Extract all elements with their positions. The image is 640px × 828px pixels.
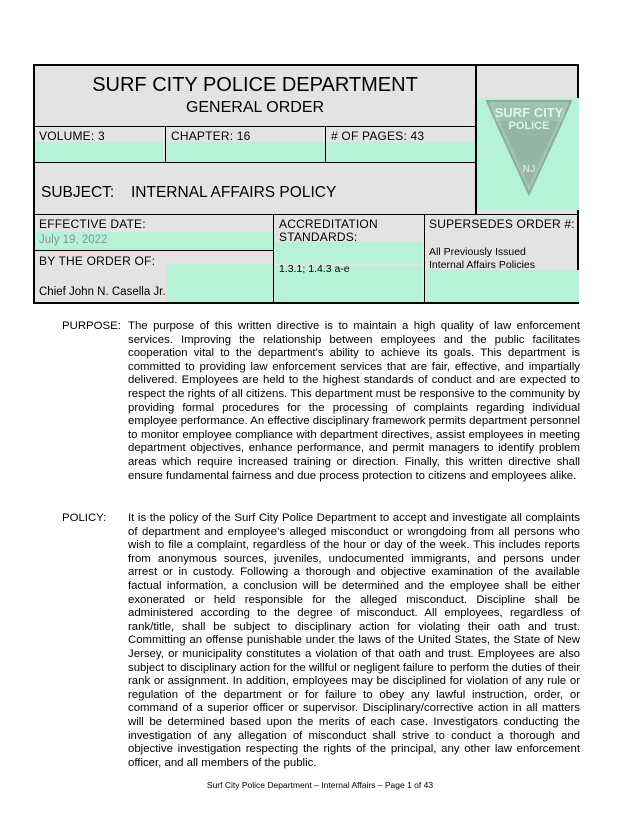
supersedes-label: SUPERSEDES ORDER #: bbox=[429, 217, 575, 231]
purpose-label: PURPOSE: bbox=[62, 320, 121, 332]
department-title: SURF CITY POLICE DEPARTMENT bbox=[92, 74, 418, 96]
volume-field bbox=[35, 142, 163, 162]
chapter-label: CHAPTER: 16 bbox=[171, 129, 251, 143]
accreditation-field bbox=[275, 242, 423, 264]
pages-label: # OF PAGES: 43 bbox=[331, 129, 425, 143]
accreditation-label-2: STANDARDS: bbox=[279, 230, 358, 244]
document-type: GENERAL ORDER bbox=[185, 99, 325, 116]
header-table bbox=[33, 64, 579, 304]
accreditation-value: 1.3.1; 1.4.3 a-e bbox=[279, 263, 350, 275]
chief-name: Chief John N. Casella Jr. bbox=[39, 286, 166, 298]
effective-date-label: EFFECTIVE DATE: bbox=[39, 217, 146, 231]
pages-field bbox=[327, 142, 475, 162]
effective-date-value: July 19, 2022 bbox=[39, 234, 108, 246]
policy-text: It is the policy of the Surf City Police Department to accept and investigate all complaints of department and employee’s alleged misconduct or wrongdoing from all persons who wish to file a complaint, regardless of the hour or day of the week. This includes reports from anonymous sources, juveniles, undocumented immigrants, and persons under arrest or in custody. Following a thorough and objective examination of the available factual information, a conclusion will be determined and the employee shall be either exonerated or held responsible for the alleged misconduct. Discipline shall be administered according to the degree of misconduct. All employees, regardless of rank/title, shall be subject to disciplinary action for violating their oath and trust. Committing an offense punishable under the laws of the United States, the State of New Jersey, or municipality constitutes a violation of that oath and trust. Employees are also subject to disciplinary action for the willful or negligent failure to perform the duties of their rank or assignment. In addition, employees may be disciplined for violation of any rule or regulation of the department or for failure to obey any lawful instruction, order, or command of a superior officer or supervisor. Disciplinary/corrective action in all matters will be determined based upon the merits of each case. Investigators conducting the investigation of any allegation of misconduct shall strive to conduct a thorough and objective investigation respecting the rights of the principal, any other law enforcement officer, and all members of the public. bbox=[128, 512, 580, 769]
supersedes-field bbox=[427, 270, 579, 302]
by-order-label: BY THE ORDER OF: bbox=[39, 254, 156, 268]
chapter-field bbox=[167, 142, 325, 162]
page-footer: Surf City Police Department – Internal Affairs – Page 1 of 43 bbox=[206, 780, 434, 790]
supersedes-value-2: Internal Affairs Policies bbox=[429, 259, 536, 271]
purpose-text: The purpose of this written directive is to maintain a high quality of law enforcement services. Improving the relationship between employees and the public facilitates cooperation vital to the department's ability to achieve its goals. This department is committed to providing law enforcement services that are fair, effective, and impartially delivered. Employees are held to the highest standards of conduct and are expected to respect the rights of all citizens. This department must be responsive to the community by providing formal procedures for the processing of complaints regarding individual employee performance. An effective disciplinary framework permits department personnel to monitor employee compliance with department directives, assist employees in meeting department objectives, enhance performance, and permit managers to identify problem areas which require increased training or direction. Finally, this written directive shall ensure fundamental fairness and due process protection to citizens and employees alike. bbox=[128, 320, 580, 482]
accreditation-label: ACCREDITATION bbox=[279, 217, 378, 231]
supersedes-value-1: All Previously Issued bbox=[429, 246, 526, 258]
subject-label: SUBJECT: bbox=[41, 184, 115, 201]
volume-label: VOLUME: 3 bbox=[39, 129, 105, 143]
policy-label: POLICY: bbox=[62, 512, 107, 524]
subject-value: INTERNAL AFFAIRS POLICY bbox=[131, 184, 337, 201]
chief-name-field bbox=[167, 264, 273, 302]
